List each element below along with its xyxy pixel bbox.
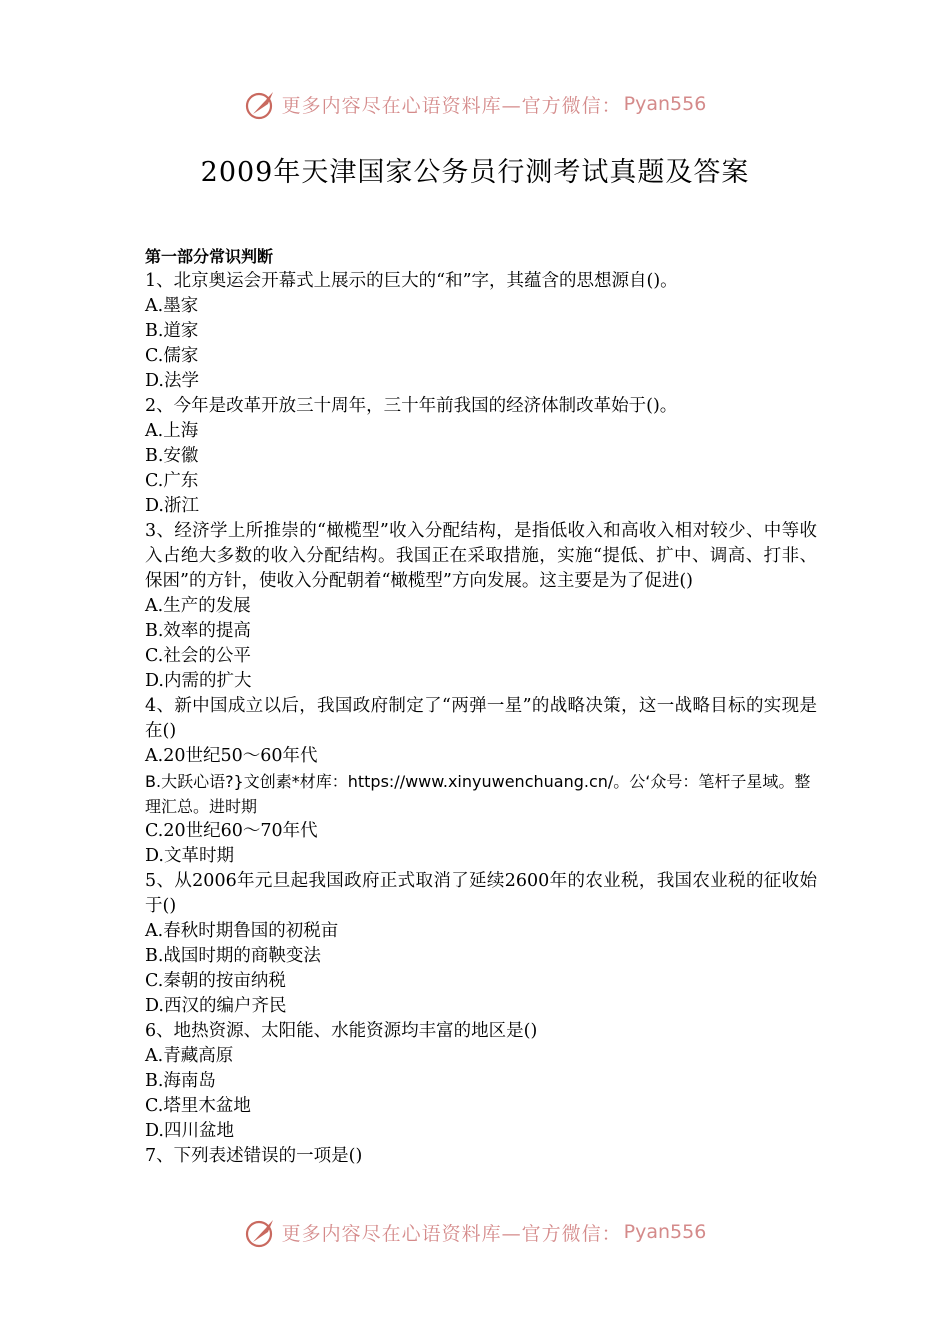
section-heading: 第一部分常识判断 — [145, 247, 274, 266]
option: A.春秋时期鲁国的初税亩 — [145, 921, 339, 941]
option: D.文革时期 — [145, 846, 234, 866]
option: D.四川盆地 — [145, 1121, 234, 1141]
option: C.社会的公平 — [145, 646, 251, 666]
option: A.上海 — [145, 421, 199, 441]
option: C.秦朝的按亩纳税 — [145, 971, 286, 991]
option: D.西汉的编户齐民 — [145, 996, 287, 1016]
quill-logo-icon — [244, 1215, 278, 1249]
page-title: 2009年天津国家公务员行测考试真题及答案 — [200, 157, 750, 188]
option: B.道家 — [145, 321, 199, 341]
question-1: 1、北京奥运会开幕式上展示的巨大的“和”字，其蕴含的思想源自()。 — [145, 271, 678, 291]
option-with-watermark: B.大跃心语?}文创素*材库：https://www.xinyuwenchuang.cn/。公‘众号：笔杆子星域。整理汇总。进时期 — [145, 772, 811, 816]
banner-text: 更多内容尽在心语资料库—官方微信： — [281, 1222, 622, 1245]
option: B.效率的提高 — [145, 621, 251, 641]
option: C.儒家 — [145, 346, 199, 366]
question-7: 7、下列表述错误的一项是() — [145, 1146, 363, 1166]
quill-logo-icon — [244, 87, 278, 121]
option: C.广东 — [145, 471, 199, 491]
option: C.塔里木盆地 — [145, 1096, 251, 1116]
document-body — [145, 244, 817, 1169]
banner-text: 更多内容尽在心语资料库—官方微信： — [281, 94, 622, 117]
question-6: 6、地热资源、太阳能、水能资源均丰富的地区是() — [145, 1021, 538, 1041]
footer-watermark-banner — [0, 1212, 950, 1252]
question-5: 5、从2006年元旦起我国政府正式取消了延续2600年的农业税，我国农业税的征收始于() — [145, 871, 817, 916]
option: D.法学 — [145, 371, 199, 391]
option: A.生产的发展 — [145, 596, 251, 616]
option: A.墨家 — [145, 296, 199, 316]
option: D.内需的扩大 — [145, 671, 252, 691]
question-4: 4、新中国成立以后，我国政府制定了“两弹一星”的战略决策，这一战略目标的实现是在() — [145, 696, 817, 741]
question-3: 3、经济学上所推崇的“橄榄型”收入分配结构，是指低收入和高收入相对较少、中等收入占绝大多数的收入分配结构。我国正在采取措施，实施“提低、扩中、调高、打非、保困”的方针，使收入分配朝着“橄榄型”方向发展。这主要是为了促进() — [145, 521, 817, 591]
banner-wechat-handle: Pyan556 — [623, 93, 707, 115]
header-watermark-banner — [0, 84, 950, 124]
option: B.海南岛 — [145, 1071, 216, 1091]
option: C.20世纪60～70年代 — [145, 821, 318, 841]
option: B.安徽 — [145, 446, 199, 466]
question-2: 2、今年是改革开放三十周年，三十年前我国的经济体制改革始于()。 — [145, 396, 678, 416]
option: A.青藏高原 — [145, 1046, 234, 1066]
option: D.浙江 — [145, 496, 199, 516]
option: B.战国时期的商鞅变法 — [145, 946, 321, 966]
option: A.20世纪50～60年代 — [145, 746, 318, 766]
banner-wechat-handle: Pyan556 — [623, 1221, 707, 1243]
